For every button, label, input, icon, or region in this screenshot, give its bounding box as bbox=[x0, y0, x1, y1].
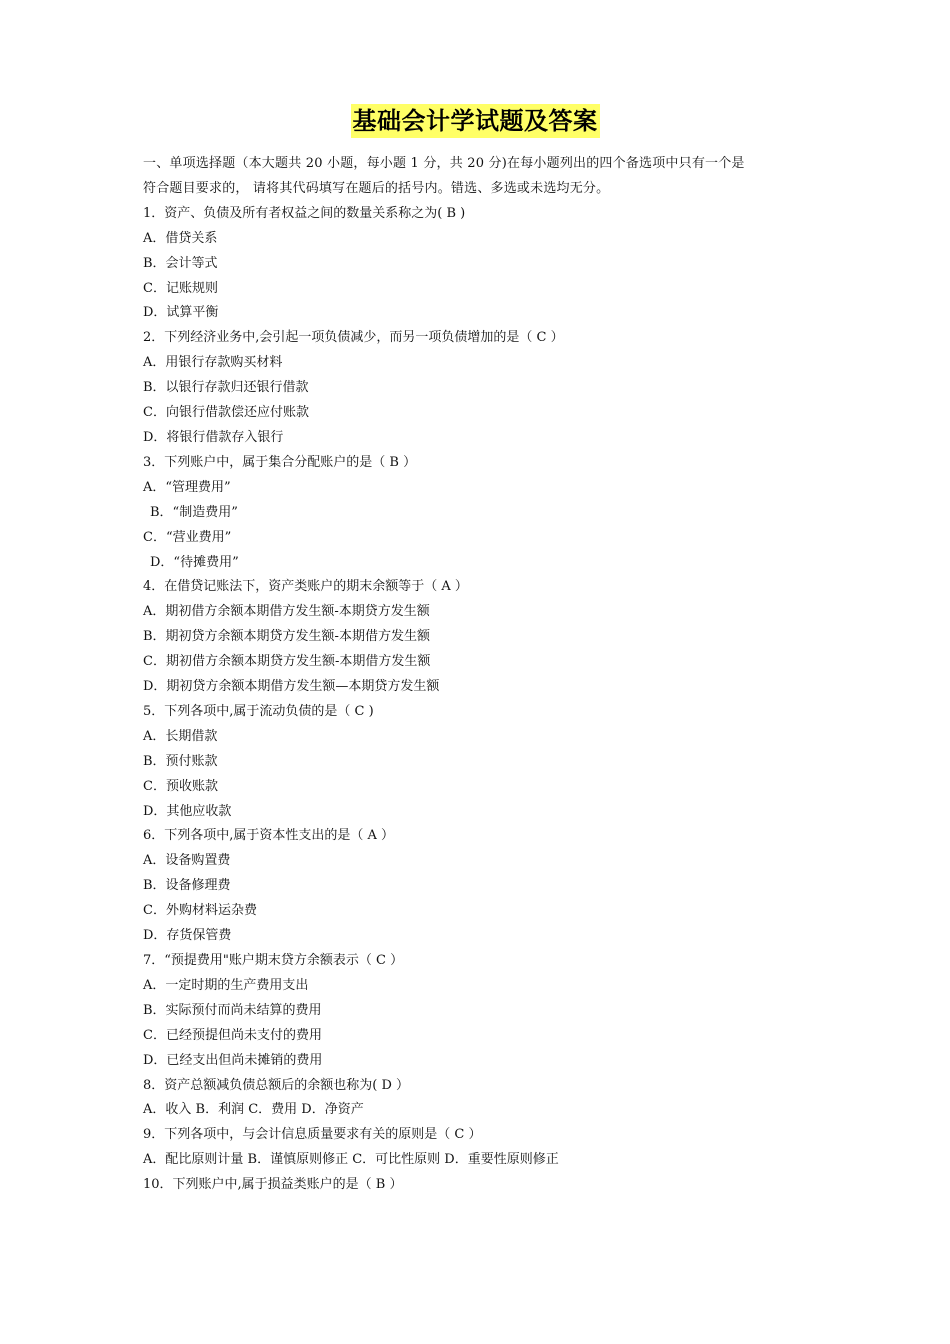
option-line: C．向银行借款偿还应付账款 bbox=[143, 405, 309, 421]
question-1: 1．资产、负债及所有者权益之间的数量关系称之为( B ) bbox=[143, 205, 466, 221]
option-line: A．配比原则计量 B．谨慎原则修正 C．可比性原则 D．重要性原则修正 bbox=[143, 1152, 559, 1168]
section-intro-line: 符合题目要求的， 请将其代码填写在题后的括号内。错选、多选或未选均无分。 bbox=[143, 180, 610, 196]
option-line: A．长期借款 bbox=[143, 728, 218, 744]
option-line: A．一定时期的生产费用支出 bbox=[143, 977, 309, 993]
option-line: A．“管理费用” bbox=[143, 479, 231, 495]
option-line: A．设备购置费 bbox=[143, 853, 231, 869]
option-line: C．外购材料运杂费 bbox=[143, 903, 257, 919]
option-line: C．记账规则 bbox=[143, 280, 218, 296]
option-line: B．会计等式 bbox=[143, 255, 218, 271]
question-5: 5．下列各项中,属于流动负债的是（ C ) bbox=[143, 703, 374, 719]
section-intro-line: 一、单项选择题（本大题共 20 小题，每小题 1 分，共 20 分)在每小题列出的四个备选项中只有一个是 bbox=[143, 156, 745, 171]
option-line: C．预收账款 bbox=[143, 778, 218, 794]
question-8: 8．资产总额减负债总额后的余额也称为( D ） bbox=[143, 1077, 410, 1093]
question-10: 10．下列账户中,属于损益类账户的是（ B ） bbox=[143, 1177, 403, 1193]
question-6: 6．下列各项中,属于资本性支出的是（ A ） bbox=[143, 828, 395, 844]
option-line: A．期初借方余额本期借方发生额-本期贷方发生额 bbox=[143, 604, 430, 620]
option-line: A．用银行存款购买材料 bbox=[143, 355, 283, 371]
option-line: B．设备修理费 bbox=[143, 878, 231, 894]
question-7: 7．“预提费用"账户期末贷方余额表示（ C ） bbox=[143, 953, 404, 968]
option-line: B．“制造费用” bbox=[150, 504, 238, 520]
option-line: B．实际预付而尚未结算的费用 bbox=[143, 1002, 322, 1018]
question-9: 9．下列各项中，与会计信息质量要求有关的原则是（ C ） bbox=[143, 1127, 482, 1143]
option-line: C．已经预提但尚未支付的费用 bbox=[143, 1027, 322, 1043]
option-line: B．预付账款 bbox=[143, 753, 218, 769]
option-line: C．期初借方余额本期贷方发生额-本期借方发生额 bbox=[143, 654, 431, 670]
option-line: D．期初贷方余额本期借方发生额—本期贷方发生额 bbox=[143, 679, 440, 695]
option-line: D．存货保管费 bbox=[143, 928, 232, 944]
question-3: 3．下列账户中，属于集合分配账户的是（ B ） bbox=[143, 454, 417, 470]
option-line: B．期初贷方余额本期贷方发生额-本期借方发生额 bbox=[143, 629, 430, 645]
option-line: A．收入 B．利润 C．费用 D．净资产 bbox=[143, 1102, 364, 1118]
option-line: D．将银行借款存入银行 bbox=[143, 429, 284, 445]
option-line: A．借贷关系 bbox=[143, 230, 218, 246]
question-2: 2．下列经济业务中,会引起一项负债减少，而另一项负债增加的是（ C ） bbox=[143, 330, 564, 346]
question-4: 4．在借贷记账法下，资产类账户的期末余额等于（ A ） bbox=[143, 579, 468, 595]
document-title: 基础会计学试题及答案 bbox=[351, 104, 600, 138]
option-line: D．已经支出但尚未摊销的费用 bbox=[143, 1052, 323, 1068]
document-body bbox=[143, 152, 813, 1198]
option-line: C．“营业费用” bbox=[143, 529, 232, 545]
option-line: D．其他应收款 bbox=[143, 803, 232, 819]
option-line: D．“待摊费用” bbox=[150, 554, 239, 570]
option-line: D．试算平衡 bbox=[143, 305, 219, 321]
title-container bbox=[0, 104, 950, 138]
option-line: B．以银行存款归还银行借款 bbox=[143, 380, 309, 396]
